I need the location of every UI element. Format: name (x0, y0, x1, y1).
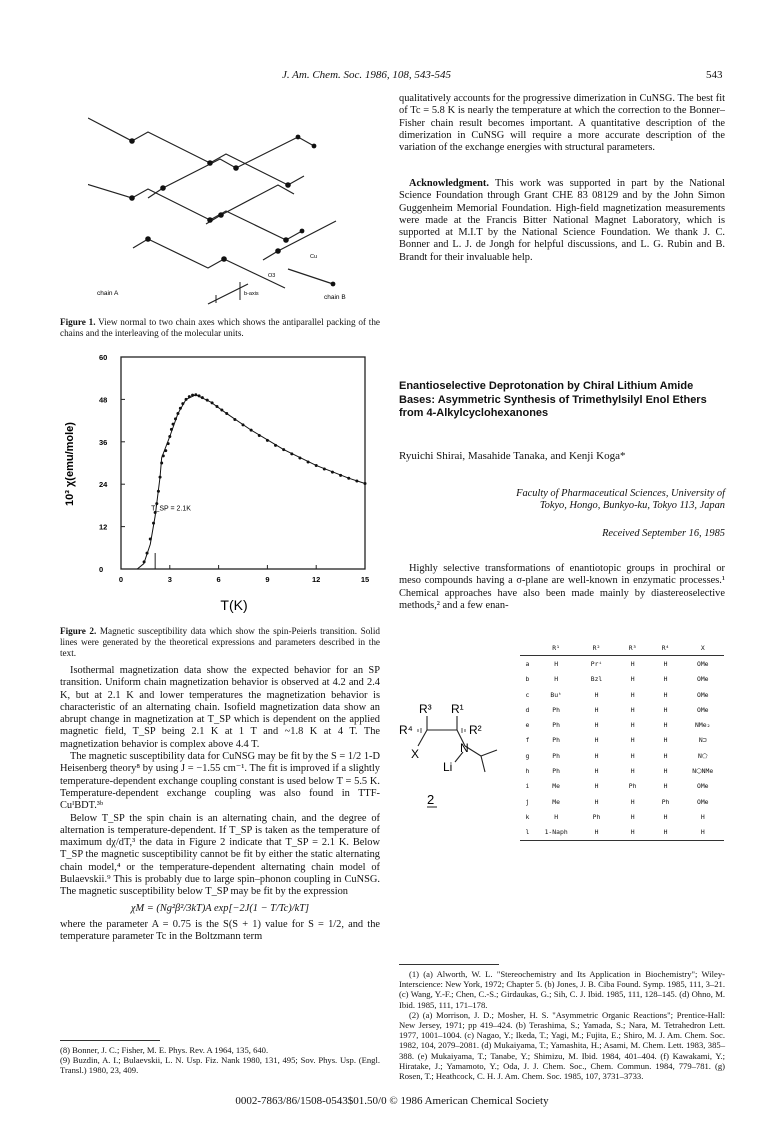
o3-label: O3 (268, 273, 276, 279)
table-row (520, 687, 724, 702)
left-footnote-rule (60, 1040, 160, 1041)
left-paragraph-1: Isothermal magnetization data show the expected behavior for an SP transition. Uniform chain magnetization behavior is observed at 4.2 and 2.4 K, but at 2.1 K and lower temperatures the magnetization behavior is characteristic of an alternating chain. Isofield magnetization data show an abrupt change in magnetization at T_SP which is dependent on the applied magnetic field, T_SP being 2.1 K at 1 T and ~1.8 K at 4 T. The magnetization behavior is complex above 4.4 T. (60, 665, 380, 750)
data-point (215, 405, 218, 408)
table-cell: Ph (552, 705, 560, 714)
data-point (315, 464, 318, 467)
data-point (290, 452, 293, 455)
x-tick-label: 6 (216, 575, 221, 584)
table-body (520, 656, 724, 841)
data-point (188, 395, 191, 398)
axis-marker (216, 282, 240, 303)
table-cell: H (663, 751, 668, 760)
table-cell: f (525, 736, 530, 745)
data-point (168, 435, 171, 438)
table-cell: H (663, 828, 668, 837)
table-cell: j (525, 797, 530, 806)
table-cell: OMe (696, 797, 709, 806)
table-cell: H (630, 690, 635, 699)
substituent-table-wrap (520, 640, 724, 841)
x-tick-label: 0 (118, 575, 124, 584)
table-cell: e (525, 721, 530, 730)
table-cell: NMe₂ (695, 721, 711, 730)
table-cell: a (525, 659, 530, 668)
substituent-table (520, 640, 724, 841)
left-paragraph-4: where the parameter A = 0.75 is the S(S + 1) value for S = 1/2, and the temperature parameter Tc in the Boltzmann term (60, 918, 380, 943)
table-cell: H (663, 675, 668, 684)
table-cell: Buᵗ (550, 690, 562, 699)
acknowledgment-label: Acknowledgment. (409, 178, 489, 189)
received-date: Received September 16, 1985 (602, 528, 725, 539)
chain-a-label: chain A (97, 290, 119, 297)
table-cell: c (525, 690, 530, 699)
table-cell: H (630, 812, 635, 821)
data-point (167, 442, 170, 445)
affiliation-line-1: Faculty of Pharmaceutical Sciences, University of (516, 488, 725, 499)
r4-label: R⁴ (399, 723, 413, 737)
table-cell: H (700, 812, 705, 821)
table-cell: H (663, 705, 668, 714)
table-cell: H (594, 751, 599, 760)
data-point (172, 423, 175, 426)
table-cell: i (525, 782, 530, 791)
data-point (282, 448, 285, 451)
data-point (164, 449, 167, 452)
table-row (520, 672, 724, 687)
data-point (179, 407, 182, 410)
table-cell: Ph (552, 767, 560, 776)
y-tick-label: 0 (99, 565, 104, 574)
table-header: R⁴ (661, 643, 670, 652)
x-axis-ticks (119, 565, 369, 584)
table-cell: Ph (592, 812, 601, 821)
data-point (339, 474, 342, 477)
data-point (206, 399, 209, 402)
table-cell: N⊐ (698, 736, 707, 745)
left-paragraph-3: Below T_SP the spin chain is an alternating chain, and the degree of alternation is temperature-dependent. If T_SP is taken as the temperature of maximum dχ/dT,³ the data in Figure 2 indicate that T_SP = 2.1 K. Below T_SP the magnetic susceptibility cannot be fit by either the static alternating chain model,⁴ or the temperature-dependent alternating chain model of Bulaevskii.⁹ This is probably due to large spin–phonon coupling in CuNSG. The magnetic susceptibility below T_SP may be fit by the expression (60, 812, 380, 898)
figure1-caption-label: Figure 1. (60, 317, 96, 327)
data-point (201, 396, 204, 399)
table-cell: Me (552, 782, 560, 791)
data-point (225, 412, 228, 415)
affiliation-line-2: Tokyo, Hongo, Bunkyo-ku, Tokyo 113, Japan (539, 500, 725, 512)
footnote-1: (1) (a) Alworth, W. L. "Stereochemistry and Its Application in Biochemistry"; Wiley-Interscience: New York, 1972; Chapter 5. (b) Jones, J. B. Ciba Found. Symp. 1985, 111, 3–21. (c) Wang, Y.-F.; Chen, C.-S.; Girdaukas, G.; Sih, C. J. Ibid. 1985, 111, 128–145. (d) Ohno, M. Ibid. 1985, 111, 171–178. (399, 969, 725, 1010)
data-point (211, 401, 214, 404)
right-footnote-rule (399, 964, 499, 965)
data-point (298, 457, 301, 460)
plot-frame (121, 357, 365, 569)
data-point (233, 418, 236, 421)
table-cell: H (663, 736, 668, 745)
table-row (520, 717, 724, 732)
table-cell: H (663, 767, 668, 776)
figure1-chain-diagram (88, 88, 378, 310)
table-cell: H (594, 721, 599, 730)
table-cell: h (525, 767, 530, 776)
table-cell: Ph (628, 782, 637, 791)
x-tick-label: 12 (312, 575, 321, 584)
left-body (60, 665, 380, 944)
table-cell: N⬠ (698, 751, 708, 760)
data-point (274, 444, 277, 447)
table-cell: H (630, 828, 635, 837)
table-cell: H (594, 782, 599, 791)
data-point (160, 462, 163, 465)
table-cell: H (663, 690, 668, 699)
r3-label: R³ (419, 702, 432, 716)
table-cell: H (663, 721, 668, 730)
table-cell: OMe (696, 705, 709, 714)
figure2-caption-text: Magnetic susceptibility data which show the spin-Peierls transition. Solid lines were generated by the theoretical expressions and parameters described in the text. (60, 626, 381, 658)
data-point (258, 434, 261, 437)
table-cell: H (663, 659, 668, 668)
data-point (174, 417, 177, 420)
data-point (159, 476, 162, 479)
table-row (520, 702, 724, 717)
table-row (520, 733, 724, 748)
article-authors: Ryuichi Shirai, Masahide Tanaka, and Kenji Koga* (399, 450, 626, 462)
y-tick-label: 60 (99, 353, 108, 362)
table-cell: Bzl (590, 675, 603, 684)
table-cell: OMe (696, 675, 709, 684)
table-row (520, 779, 724, 794)
table-cell: k (525, 812, 530, 821)
table-cell: H (630, 797, 635, 806)
table-cell: H (630, 659, 635, 668)
table-header: R³ (628, 643, 637, 652)
table-row (520, 656, 724, 672)
data-point (185, 398, 188, 401)
data-point (266, 439, 269, 442)
table-row (520, 825, 724, 841)
table-header (520, 640, 535, 656)
table-cell: Ph (552, 736, 560, 745)
table-cell: H (594, 797, 599, 806)
table-cell: H (630, 751, 635, 760)
structure-bonds (418, 716, 497, 772)
data-point (191, 394, 194, 397)
table-header-row (520, 640, 724, 656)
data-point (198, 394, 201, 397)
table-cell: Ph (661, 797, 670, 806)
article-intro: Highly selective transformations of enantiotopic groups in prochiral or meso compounds having a σ-plane are well-known in enzymatic processes.¹ Chemical approaches have also been made mainly by diastereoselective methods,² and a few enan- (399, 563, 725, 611)
table-cell: Ph (552, 721, 560, 730)
data-point (323, 468, 326, 471)
table-cell: H (630, 736, 635, 745)
table-cell: Me (552, 797, 560, 806)
data-point (220, 409, 223, 412)
x-axis-label: T(K) (220, 597, 248, 613)
x-tick-label: 15 (360, 575, 370, 584)
table-cell: Ph (552, 751, 560, 760)
data-point (364, 482, 367, 485)
left-paragraph-2: The magnetic susceptibility data for CuNSG may be fit by the S = 1/2 1-D Heisenberg theory⁸ by using J = −1.55 cm⁻¹. The fit is improved if a slightly temperature-dependent exchange coupling constant is used below T = 5.5 K. Temperature-dependent exchange coupling was also found in TTF-CuᴵBDT.³ᵇ (60, 751, 380, 812)
table-cell: H (663, 782, 668, 791)
data-point (242, 423, 245, 426)
table-header: R¹ (552, 643, 560, 652)
data-point (176, 412, 179, 415)
table-cell: H (700, 828, 705, 837)
figure1-caption-text: View normal to two chain axes which shows the antiparallel packing of the chains and the interleaving of the molecular units. (60, 317, 380, 338)
chain-a-bonds (88, 118, 304, 288)
data-point (181, 402, 184, 405)
table-cell: 1-Naph (544, 828, 568, 837)
y-tick-label: 48 (99, 395, 108, 405)
table-cell: OMe (696, 690, 709, 699)
data-point (146, 552, 149, 555)
y-tick-label: 36 (99, 437, 108, 447)
data-point (194, 393, 197, 396)
data-point (307, 460, 310, 463)
x-tick-label: 9 (265, 575, 270, 584)
y-tick-label: 24 (99, 480, 108, 490)
r2-label: R² (469, 723, 482, 737)
table-cell: H (630, 675, 635, 684)
li-label: Li (443, 760, 453, 774)
figure2-caption (60, 626, 380, 659)
tsp-annotation: T_SP = 2.1K (151, 505, 191, 513)
equation: χM = (Ng²β²/3kT)A exp[−2J(1 − T/Tc)/kT] (130, 902, 310, 914)
table-cell: H (594, 705, 599, 714)
footnote-2: (2) (a) Morrison, J. D.; Mosher, H. S. "Asymmetric Organic Reactions"; Prentice-Hall: New Jersey, 1971; pp 419–424. (b) Terashima, S.; Yamada, S.; Nara, M. Tetrahedron Lett. 1977, 1001–1004. (c) Nagao, Y.; Ikeda, T.; Yagi, M.; Fujita, E.; Shiro, M. J. Am. Chem. Soc. 1982, 104, 2079–2081. (d) Mukaiyama, T.; Yamashita, H.; Asami, M. Chem. Lett. 1983, 385–388. (e) Mukaiyama, T.; Tanabe, Y.; Shimizu, M. Ibid. 1984, 401–404. (f) Kawakami, Y.; Hiratake, J.; Yamamoto, Y.; Oda, J. J. Chem. Soc., Chem. Commun. 1984, 779–781. (g) Rosen, T.; Heathcock, C. H. J. Am. Chem. Soc. 1985, 107, 3731–3733. (399, 1009, 725, 1082)
table-cell: H (594, 690, 599, 699)
table-header: X (700, 643, 705, 652)
x-tick-label: 3 (167, 575, 172, 584)
table-cell: OMe (696, 659, 709, 668)
right-footnotes (399, 969, 725, 1081)
table-cell: b (525, 675, 530, 684)
data-point (347, 477, 350, 480)
b-axis-label: b-axis (244, 291, 259, 297)
table-header: R² (592, 643, 601, 652)
table-cell: H (630, 767, 635, 776)
compound-number: 2 (427, 792, 435, 807)
table-cell: H (630, 721, 635, 730)
data-point (250, 429, 253, 432)
data-series (137, 393, 366, 569)
table-cell: H (594, 736, 599, 745)
data-point (155, 502, 158, 505)
y-axis-label: 10³ χ(emu/mole) (64, 422, 76, 506)
table-row (520, 809, 724, 824)
footnote-9: (9) Buzdin, A. I.; Bulaevskii, L. N. Usp. Fiz. Nank 1980, 131, 495; Sov. Phys. Usp. (Engl. Transl.) 1980, 23, 409. (60, 1055, 380, 1076)
table-cell: H (630, 705, 635, 714)
r1-label: R¹ (451, 702, 464, 716)
article-title: Enantioselective Deprotonation by Chiral Lithium Amide Bases: Asymmetric Synthesis of Trimethylsilyl Enol Ethers from 4-Alkylcyclohexanones (399, 380, 707, 419)
n-label: N (460, 741, 469, 755)
figure1-caption (60, 317, 380, 339)
data-point (170, 428, 173, 431)
table-cell: H (594, 828, 599, 837)
fit-curve (137, 395, 365, 569)
table-cell: d (525, 705, 530, 714)
table-cell: Prⁱ (590, 659, 603, 668)
table-row (520, 794, 724, 809)
cu-label: Cu (310, 254, 318, 260)
table-cell: H (554, 675, 559, 684)
footnote-8: (8) Bonner, J. C.; Fisher, M. E. Phys. Rev. A 1964, 135, 640. (60, 1045, 269, 1055)
table-cell: l (525, 828, 530, 837)
data-point (162, 454, 165, 457)
data-point (152, 522, 155, 525)
table-cell: g (525, 751, 530, 760)
page-footer: 0002-7863/86/1508-0543$01.50/0 © 1986 American Chemical Society (235, 1095, 549, 1107)
data-point (157, 490, 160, 493)
page-number: 543 (706, 69, 723, 81)
table-row (520, 748, 724, 763)
acknowledgment (399, 178, 725, 264)
y-tick-label: 12 (99, 522, 108, 532)
table-cell: H (594, 767, 599, 776)
right-top-paragraph: qualitatively accounts for the progressive dimerization in CuNSG. The best fit of Tc = 5.8 K is nearly the temperature at which the correction to the Bonner–Fisher chain result becomes important. A quantitative description of the dimerization in CuNSG will require a more accurate description of the variation of the exchange energies with structural parameters. (399, 93, 725, 154)
article-affiliation (399, 488, 725, 513)
journal-reference: J. Am. Chem. Soc. 1986, 108, 543-545 (282, 69, 452, 81)
table-cell: N⬡NMe (692, 767, 714, 776)
data-point (149, 537, 152, 540)
data-point (331, 471, 334, 474)
lithium-amide-structure (399, 700, 513, 820)
table-row (520, 763, 724, 778)
table-cell: OMe (696, 782, 709, 791)
figure2-susceptibility-chart (52, 346, 382, 618)
data-point (143, 560, 146, 563)
acknowledgment-text: This work was supported in part by the National Science Foundation through Grant CHE 83 08129 and by the John Simon Guggenheim Memorial Foundation. High-field magnetization measurements were made at the Francis Bitter National Magnet Laboratory, which is supported at M.I.T by the National Science Foundation. We thank J. C. Bonner and L. J. de Jongh for helpful discussions, and L. G. Rubin and B. Brandt for their invaluable help. (399, 178, 725, 263)
table-cell: H (663, 812, 668, 821)
table-cell: H (554, 659, 559, 668)
x-label: X (411, 747, 420, 761)
data-point (355, 480, 358, 483)
figure2-caption-label: Figure 2. (60, 626, 97, 636)
left-footnotes (60, 1045, 380, 1076)
table-cell: H (554, 812, 559, 821)
chain-b-label: chain B (324, 294, 346, 301)
